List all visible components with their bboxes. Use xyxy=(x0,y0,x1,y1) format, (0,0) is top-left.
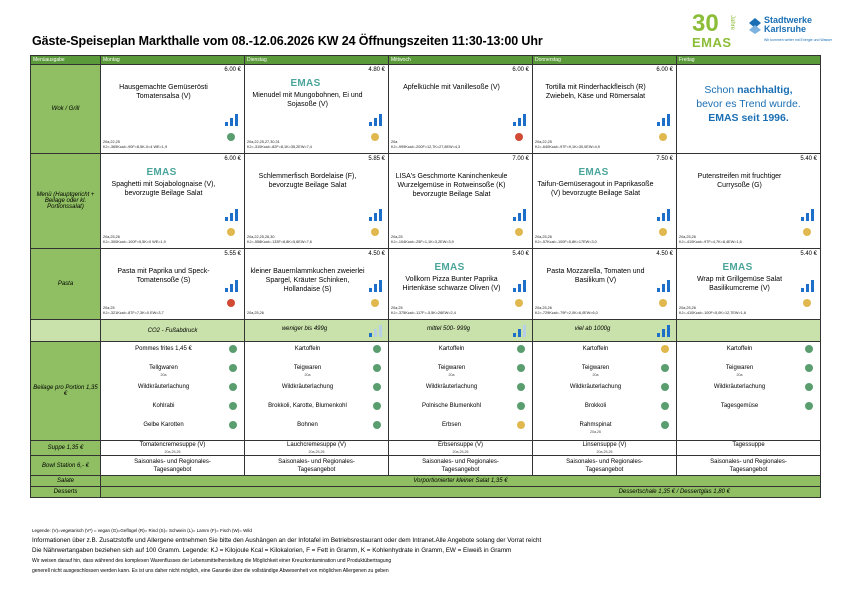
meal-cell xyxy=(245,249,389,320)
logo-number: 30 xyxy=(692,10,719,37)
side-dish-allergens: 20a xyxy=(160,373,167,377)
traffic-light-dot xyxy=(517,364,525,372)
traffic-light-dot xyxy=(517,345,525,353)
side-dish-name: Teigwaren xyxy=(725,365,754,371)
meal-price: 6.00 € xyxy=(656,67,673,73)
header-day: Montag xyxy=(101,56,245,65)
meal-price: 6.00 € xyxy=(512,67,529,73)
soup-name: Tagessuppe xyxy=(732,442,765,448)
co2-level-icon xyxy=(225,279,239,292)
page-title: Gäste-Speiseplan Markthalle vom 08.-12.06.2026 KW 24 Öffnungszeiten 11:30-13:00 Uhr xyxy=(32,34,543,48)
side-dish-allergens: 20a xyxy=(448,373,455,377)
row-label-beilage: Beilage pro Portion 1,35 € xyxy=(31,342,101,441)
co2-row xyxy=(31,320,821,342)
co2-level-icon xyxy=(513,113,527,126)
meal-allergens: 20a,25,26 xyxy=(535,235,552,239)
meal-nutrients: KJ=-410Kcal=-100F=5,0K=12,7EW=1,6 xyxy=(679,311,747,315)
meal-allergens: 20a,25 xyxy=(391,306,403,310)
co2-level-icon xyxy=(225,113,239,126)
side-dish-cell xyxy=(677,342,821,441)
meal-allergens: 20a,25 xyxy=(103,306,115,310)
bowl-offer: Saisonales- und Regionales- Tagesangebot xyxy=(134,459,211,473)
traffic-light-dot xyxy=(371,299,379,307)
soup-allergens: 20a,25,26 xyxy=(452,450,469,454)
traffic-light-dot xyxy=(229,421,237,429)
soup-allergens: 20a,25,26 xyxy=(308,450,325,454)
row-label-suppe: Suppe 1,35 € xyxy=(31,441,101,456)
bowl-cell xyxy=(245,456,389,476)
traffic-light-dot xyxy=(517,402,525,410)
side-dish-name: Brokkoli xyxy=(584,403,607,409)
meal-cell xyxy=(389,65,533,154)
traffic-light-dot xyxy=(661,345,669,353)
side-dish-name: Rahmspinat xyxy=(579,422,612,428)
meal-cell xyxy=(533,249,677,320)
meal-allergens: 20a xyxy=(391,140,398,144)
meal-nutrition xyxy=(247,140,312,150)
meal-cell xyxy=(677,65,821,154)
meal-allergens: 20a,25 xyxy=(391,235,403,239)
meal-price: 5.40 € xyxy=(800,251,817,257)
salate-offer: Vorportionierter kleiner Salat 1,35 € xyxy=(101,476,821,487)
row-label-salate: Salate xyxy=(31,476,101,487)
meal-cell xyxy=(101,249,245,320)
traffic-light-dot xyxy=(229,364,237,372)
meal-nutrients: KJ=-729Kcal=-79F=2,0K=6,0EW=6,0 xyxy=(535,311,598,315)
advert-line: bevor es Trend wurde. xyxy=(696,98,801,110)
meal-cell xyxy=(101,154,245,249)
meal-nutrients: KJ=-410Kcal=-97F=4,7K=8,4EW=1,6 xyxy=(679,240,742,244)
side-dish-name: Wildkräuterlachung xyxy=(281,384,334,390)
logo-jahre: Jahre xyxy=(729,15,735,31)
traffic-light-dot xyxy=(661,383,669,391)
traffic-light-dot xyxy=(371,228,379,236)
meal-name: kleiner Bauernlammkuchen zweierlei Spargel, Kräuter Schinken, Hollandaise (S) xyxy=(250,268,365,293)
emas-30-years-logo xyxy=(692,12,738,48)
co2-level-icon xyxy=(369,208,383,221)
side-dish-cell xyxy=(101,342,245,441)
side-dish-name: Wildkräuterlachung xyxy=(569,384,622,390)
meal-name: Hausgemachte Gemüserösti Tomatensalsa (V) xyxy=(119,84,208,100)
advert-line: EMAS seit 1996. xyxy=(708,112,789,124)
meal-nutrients: KJ=-310Kcal=-82F=8,1K=35,2EW=7,4 xyxy=(247,145,312,149)
meal-nutrition xyxy=(535,235,597,245)
meal-nutrition xyxy=(103,140,167,150)
meal-price: 4.50 € xyxy=(656,251,673,257)
legend-allergen-info: Informationen über z.B. Zusatzstoffe und Allergene entnehmen Sie bitte den Aushängen an der Infotafel im Betriebsrestaurant oder dem Intranet.Alle Angebote solang der Vorrat reicht xyxy=(32,537,542,544)
menu-table xyxy=(30,55,820,498)
meal-cell xyxy=(389,249,533,320)
co2-high: viel ab 1000g xyxy=(533,320,677,342)
meal-price: 6.00 € xyxy=(224,156,241,162)
traffic-light-dot xyxy=(805,383,813,391)
co2-level-icon xyxy=(513,279,527,292)
header-day: Dienstag xyxy=(245,56,389,65)
advert-text: Schon xyxy=(704,84,738,96)
meal-nutrients: KJ=-57Kcal=-100F=5,8K=17EW=3,0 xyxy=(535,240,597,244)
co2-level-icon xyxy=(657,324,671,337)
side-dish-cell xyxy=(533,342,677,441)
meal-name: Apfelküchle mit Vanillesoße (V) xyxy=(403,84,500,91)
meal-price: 4.50 € xyxy=(368,251,385,257)
bowl-offer: Saisonales- und Regionales- Tagesangebot xyxy=(422,459,499,473)
traffic-light-dot xyxy=(373,402,381,410)
meal-nutrients: KJ=-300Kcal=-100F=5,5K=0 WE=1,9 xyxy=(103,240,166,244)
meal-nutrients: KJ=-640Kcal=-97F=9,1K=30,0EW=4,9 xyxy=(535,145,600,149)
row-label-desserts: Desserts xyxy=(31,487,101,498)
traffic-light-dot xyxy=(803,228,811,236)
stadtwerke-tagline: Wir kommen weiter mit Energie und Wasser xyxy=(764,38,833,42)
advert-text: nachhaltig, xyxy=(737,84,793,96)
row-label-menu: Menü (Hauptgericht + Beilage oder kl. Portionssalat) xyxy=(31,154,101,249)
meal-name: Putenstreifen mit fruchtiger Currysoße (G) xyxy=(697,173,782,189)
side-dish-name: Teigwaren xyxy=(437,365,466,371)
traffic-light-dot xyxy=(659,228,667,236)
traffic-light-dot xyxy=(371,133,379,141)
traffic-light-dot xyxy=(515,228,523,236)
traffic-light-dot xyxy=(227,228,235,236)
header-row xyxy=(31,56,821,65)
side-dish-name: Teigwaren xyxy=(293,365,322,371)
traffic-light-dot xyxy=(515,133,523,141)
bowl-cell xyxy=(677,456,821,476)
meal-price: 5.40 € xyxy=(512,251,529,257)
traffic-light-dot xyxy=(373,421,381,429)
meal-nutrition xyxy=(103,306,164,316)
traffic-light-dot xyxy=(659,133,667,141)
meal-price: 7.00 € xyxy=(512,156,529,162)
emas-badge: EMAS xyxy=(146,167,177,178)
co2-mid: mittel 500- 999g xyxy=(389,320,533,342)
co2-level-icon xyxy=(513,208,527,221)
meal-nutrition xyxy=(247,235,312,245)
soup-name: Lauchcremesuppe (V) xyxy=(286,442,347,448)
soup-allergens: 20a,25,26 xyxy=(596,450,613,454)
meal-nutrients: KJ=-375Kcal=-117F=-5,5K=26EW=2,4 xyxy=(391,311,456,315)
meal-cell xyxy=(101,65,245,154)
meal-name: Spaghetti mit Sojabolognaise (V), bevorzugte Beilage Salat xyxy=(111,181,216,197)
co2-level-icon xyxy=(369,113,383,126)
side-dish-name: Polnische Blumenkohl xyxy=(421,403,482,409)
side-dish-name: Brokkoli, Karotte, Blumenkohl xyxy=(268,403,347,409)
meal-nutrients: KJ=-104Kcal=-25F=1,1K=3,2EW=3,9 xyxy=(391,240,454,244)
row-label-pasta: Pasta xyxy=(31,249,101,320)
meal-allergens: 20a,22,25,26,30 xyxy=(247,235,275,239)
legend-nutrition-info: Die Nährwertangaben beziehen sich auf 100 Gramm. Legende: KJ = Kilojoule Kcal = Kilokalorien, F = Fett in Gramm, K = Kohlenhydrate in Gramm, EW = Eiweiß in Gramm xyxy=(32,547,512,554)
traffic-light-dot xyxy=(661,364,669,372)
legend-diet: Legende: (V)=vegetarisch (V*) = vegan (G)=Geflügel (R)= Rind (S)= Schwein (L)= Lamm (F)= Fisch (W)= Wild xyxy=(32,528,252,533)
traffic-light-dot xyxy=(517,383,525,391)
side-dish-name: Kartoffeln xyxy=(582,346,609,352)
legend-guarantee: generell nicht ausgeschlossen werden kann. Es ist uns daher nicht möglich, eine Garantie über die vollständige Abwesenheit von möglichen Allergenen zu geben xyxy=(32,568,389,574)
bowl-offer: Saisonales- und Regionales- Tagesangebot xyxy=(278,459,355,473)
side-dish-name: Bohnen xyxy=(297,422,318,428)
meal-allergens: 20a,22,25 xyxy=(535,140,552,144)
meal-name: Tortilla mit Rinderhackfleisch (R) Zwiebeln, Käse und Römersalat xyxy=(545,84,646,100)
traffic-light-dot xyxy=(805,345,813,353)
emas-badge: EMAS xyxy=(290,78,321,89)
meal-nutrition xyxy=(535,140,600,150)
traffic-light-dot xyxy=(805,364,813,372)
soup-name: Tomatencremesuppe (V) xyxy=(139,442,206,448)
soup-cell xyxy=(101,441,245,456)
meal-cell xyxy=(677,154,821,249)
soup-allergens: 20a,25,26 xyxy=(164,450,181,454)
meal-price: 5.85 € xyxy=(368,156,385,162)
co2-level-icon xyxy=(801,208,815,221)
meal-nutrition xyxy=(247,311,264,316)
soup-cell xyxy=(389,441,533,456)
emas-badge: EMAS xyxy=(722,262,753,273)
traffic-light-dot xyxy=(373,383,381,391)
meal-nutrients: KJ=-365Kcal=-90F=8,5K-0=4 WE=1,9 xyxy=(103,145,168,149)
meal-allergens: 20a,22,25,27,30,31 xyxy=(247,140,280,144)
co2-level-icon xyxy=(369,279,383,292)
meal-nutrition xyxy=(679,235,742,245)
co2-level-icon xyxy=(513,324,527,337)
traffic-light-dot xyxy=(373,345,381,353)
meal-nutrition xyxy=(535,306,598,316)
header-day: Mittwoch xyxy=(389,56,533,65)
traffic-light-dot xyxy=(805,402,813,410)
meal-price: 5.55 € xyxy=(224,251,241,257)
meal-nutrition xyxy=(391,140,460,150)
meal-nutrients: KJ=-558Kcal=-133F=8,8K=5,6EW=7,6 xyxy=(247,240,312,244)
meal-name: Pasta Mozzarella, Tomaten und Basilikum (V) xyxy=(546,268,645,284)
bowl-cell xyxy=(533,456,677,476)
co2-level-icon xyxy=(657,113,671,126)
meal-allergens: 20a,25,26 xyxy=(247,311,264,315)
meal-allergens: 20a,25,26 xyxy=(679,235,696,239)
bowl-cell xyxy=(101,456,245,476)
traffic-light-dot xyxy=(229,383,237,391)
co2-level-icon xyxy=(801,279,815,292)
traffic-light-dot xyxy=(227,299,235,307)
side-dish-name: Wildkräuterlachung xyxy=(713,384,766,390)
side-dish-name: Kartoffeln xyxy=(438,346,465,352)
side-dish-cell xyxy=(245,342,389,441)
meal-name: Schlemmerfisch Bordelaise (F), bevorzugte Beilage Salat xyxy=(258,173,357,189)
meal-nutrition xyxy=(679,306,746,316)
meal-price: 7.50 € xyxy=(656,156,673,162)
side-dish-allergens: 20a xyxy=(592,373,599,377)
soup-cell xyxy=(245,441,389,456)
legend-cross-contamination: Wir weisen darauf hin, dass während des komplexen Warenflusses der Lebensmittelherstellung die Möglichkeit einer Kreuzkontamination und Produktübertragung xyxy=(32,558,392,564)
side-dish-name: Teigwaren xyxy=(581,365,610,371)
stadtwerke-name: Stadtwerke Karlsruhe xyxy=(764,15,813,34)
side-dish-cell xyxy=(389,342,533,441)
meal-allergens: 20a,22,25 xyxy=(103,140,120,144)
side-dish-allergens: 20a,26 xyxy=(590,430,601,434)
traffic-light-dot xyxy=(517,421,525,429)
meal-cell xyxy=(677,249,821,320)
soup-cell xyxy=(677,441,821,456)
co2-low: weniger bis 499g xyxy=(245,320,389,342)
row-label-wok: Wok / Grill xyxy=(31,65,101,154)
soup-cell xyxy=(533,441,677,456)
side-dish-name: Kohlrabi xyxy=(152,403,175,409)
meal-name: Mienudel mit Mungobohnen, Ei und Sojasoße (V) xyxy=(252,92,363,108)
logo-emas-text: EMAS xyxy=(692,35,732,50)
meal-nutrition xyxy=(103,235,166,245)
meal-nutrition xyxy=(391,235,454,245)
emas-badge: EMAS xyxy=(434,262,465,273)
desserts-offer: Dessertschale 1,35 € / Dessertglas 1,80 € xyxy=(101,487,821,498)
side-dish-name: Tagesgemüse xyxy=(720,403,759,409)
meal-allergens: 20a,25,26 xyxy=(535,306,552,310)
side-dish-name: Kartoffeln xyxy=(294,346,321,352)
traffic-light-dot xyxy=(661,402,669,410)
traffic-light-dot xyxy=(373,364,381,372)
meal-cell xyxy=(533,154,677,249)
traffic-light-dot xyxy=(803,299,811,307)
stadtwerke-mark-icon xyxy=(748,17,762,35)
meal-name: Vollkorn Pizza Bunter Paprika Hirtenkäse schwarze Oliven (V) xyxy=(402,276,501,292)
co2-level-icon xyxy=(225,208,239,221)
header-day: Freitag xyxy=(677,56,821,65)
meal-name: Pasta mit Paprika und Speck-Tomatensoße (S) xyxy=(117,268,210,284)
side-dish-allergens: 20a xyxy=(736,373,743,377)
meal-allergens: 20a,25,26 xyxy=(679,306,696,310)
traffic-light-dot xyxy=(227,133,235,141)
meal-nutrition xyxy=(391,306,456,316)
side-dish-name: Kartoffeln xyxy=(726,346,753,352)
stadtwerke-logo xyxy=(748,14,833,48)
meal-cell xyxy=(245,154,389,249)
meal-nutrients: KJ=-999Kcal=-200F=12,7K=27,8EW=4,3 xyxy=(391,145,461,149)
traffic-light-dot xyxy=(661,421,669,429)
meal-allergens: 20a,25,26 xyxy=(103,235,120,239)
emas-badge: EMAS xyxy=(578,167,609,178)
bowl-offer: Saisonales- und Regionales- Tagesangebot xyxy=(710,459,787,473)
traffic-light-dot xyxy=(515,299,523,307)
emas-advert xyxy=(685,83,812,125)
meal-name: LISA's Geschmorte Kaninchenkeule Wurzelgemüse in Rotweinsoße (K) bevorzugte Beilage Salat xyxy=(395,173,508,198)
side-dish-name: Wildkräuterlachung xyxy=(137,384,190,390)
header-day: Donnerstag xyxy=(533,56,677,65)
meal-name: Taifun-Gemüseragout in Paprikasoße (V) bevorzugte Beilage Salat xyxy=(537,181,654,197)
header-menuausgabe: Menüausgabe xyxy=(31,56,101,65)
traffic-light-dot xyxy=(659,299,667,307)
advert-line xyxy=(685,83,812,97)
row-label-bowl: Bowl Station 6,- € xyxy=(31,456,101,476)
co2-label: CO2 - Fußabdruck xyxy=(101,320,245,342)
co2-level-icon xyxy=(657,279,671,292)
meal-name: Wrap mit Grillgemüse Salat Basilikumcreme (V) xyxy=(696,276,783,292)
bowl-offer: Saisonales- und Regionales- Tagesangebot xyxy=(566,459,643,473)
meal-price: 5.40 € xyxy=(800,156,817,162)
meal-nutrients: KJ=-321Kcal=-87F=7,3K=0 EW=3,7 xyxy=(103,311,164,315)
side-dish-name: Erbsen xyxy=(441,422,461,428)
co2-level-icon xyxy=(369,324,383,337)
meal-price: 6.00 € xyxy=(224,67,241,73)
side-dish-name: Wildkräuterlachung xyxy=(425,384,478,390)
side-dish-name: Pommes frites 1,45 € xyxy=(135,346,192,352)
meal-cell xyxy=(533,65,677,154)
meal-cell xyxy=(389,154,533,249)
traffic-light-dot xyxy=(229,402,237,410)
meal-cell xyxy=(245,65,389,154)
side-dish-name: Gelbe Karotten xyxy=(143,422,184,428)
side-dish-name: Tellgwaren xyxy=(149,365,178,371)
meal-price: 4.80 € xyxy=(368,67,385,73)
soup-name: Linsensuppe (V) xyxy=(582,442,627,448)
bowl-cell xyxy=(389,456,533,476)
soup-name: Erbsensuppe (V) xyxy=(437,442,484,448)
side-dish-allergens: 20a xyxy=(304,373,311,377)
co2-level-icon xyxy=(657,208,671,221)
traffic-light-dot xyxy=(229,345,237,353)
